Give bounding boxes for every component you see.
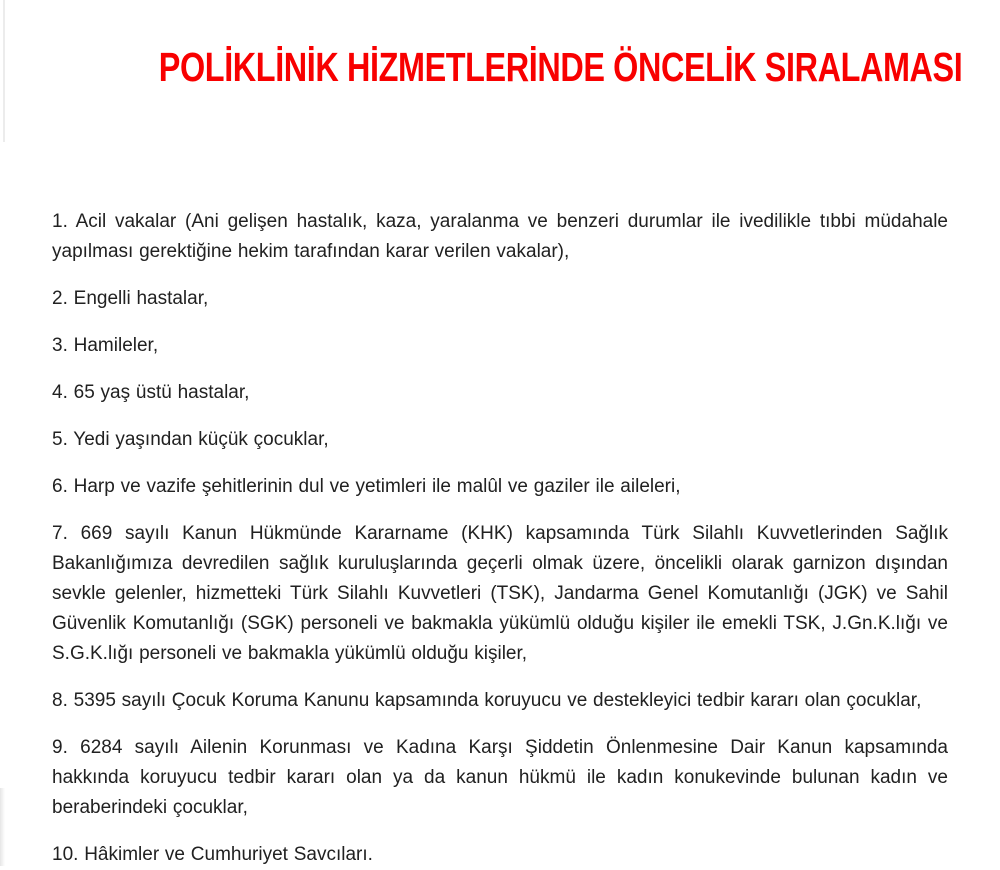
item-number: 7. [52,522,68,544]
document-header [52,20,963,116]
list-item [52,686,948,716]
item-text: 669 sayılı Kanun Hükmünde Kararname (KHK) kapsamında Türk Silahlı Kuvvetlerinden Sağlık Bakanlığımıza devredilen sağlık kuruluşlarında geçerli olmak üzere, öncelikli olarak garnizon dışından sevkle gelenler, hizmetteki Türk Silahlı Kuvvetleri (TSK), Jandarma Genel Komutanlığı (JGK) ve Sahil Güvenlik Komutanlığı (SGK) personeli ve bakmakla yükümlü olduğu kişiler ile emekli TSK, J.Gn.K.lığı ve S.G.K.lığı personeli ve bakmakla yükümlü olduğu kişiler, [52,522,949,664]
list-item [52,472,948,502]
item-number: 10. [52,843,79,865]
item-text: Hâkimler ve Cumhuriyet Savcıları. [84,843,373,865]
list-item [52,840,948,870]
list-item [52,284,948,314]
item-number: 3. [52,334,68,356]
item-text: 65 yaş üstü hastalar, [73,381,250,403]
document-title: POLİKLİNİK HİZMETLERİNDE ÖNCELİK SIRALAMASI [158,44,963,91]
item-text: Hamileler, [73,334,159,356]
item-text: Yedi yaşından küçük çocuklar, [73,428,329,450]
item-number: 5. [52,428,68,450]
item-number: 1. [52,210,68,232]
list-item [52,425,948,455]
list-item [52,733,948,823]
list-item [52,207,948,267]
list-item [52,331,948,361]
item-number: 8. [52,689,68,711]
item-text: Acil vakalar (Ani gelişen hastalık, kaza, yaralanma ve benzeri durumlar ile ivedilikle tıbbi müdahale yapılması gerektiğine hekim tarafından karar verilen vakalar), [52,210,948,262]
item-text: 5395 sayılı Çocuk Koruma Kanunu kapsamında koruyucu ve destekleyici tedbir kararı olan çocuklar, [73,689,922,711]
item-text: Harp ve vazife şehitlerinin dul ve yetimleri ile malûl ve gaziler ile aileleri, [73,475,681,497]
item-number: 6. [52,475,68,497]
priority-list [52,207,948,870]
list-item [52,378,948,408]
item-number: 4. [52,381,68,403]
list-item [52,519,948,669]
item-number: 9. [52,736,68,758]
item-text: 6284 sayılı Ailenin Korunması ve Kadına Karşı Şiddetin Önlenmesine Dair Kanun kapsamında hakkında koruyucu tedbir kararı olan ya da kanun hükmü ile kadın konukevinde bulunan kadın ve beraberindeki çocuklar, [52,736,948,818]
item-number: 2. [52,287,68,309]
item-text: Engelli hastalar, [73,287,209,309]
